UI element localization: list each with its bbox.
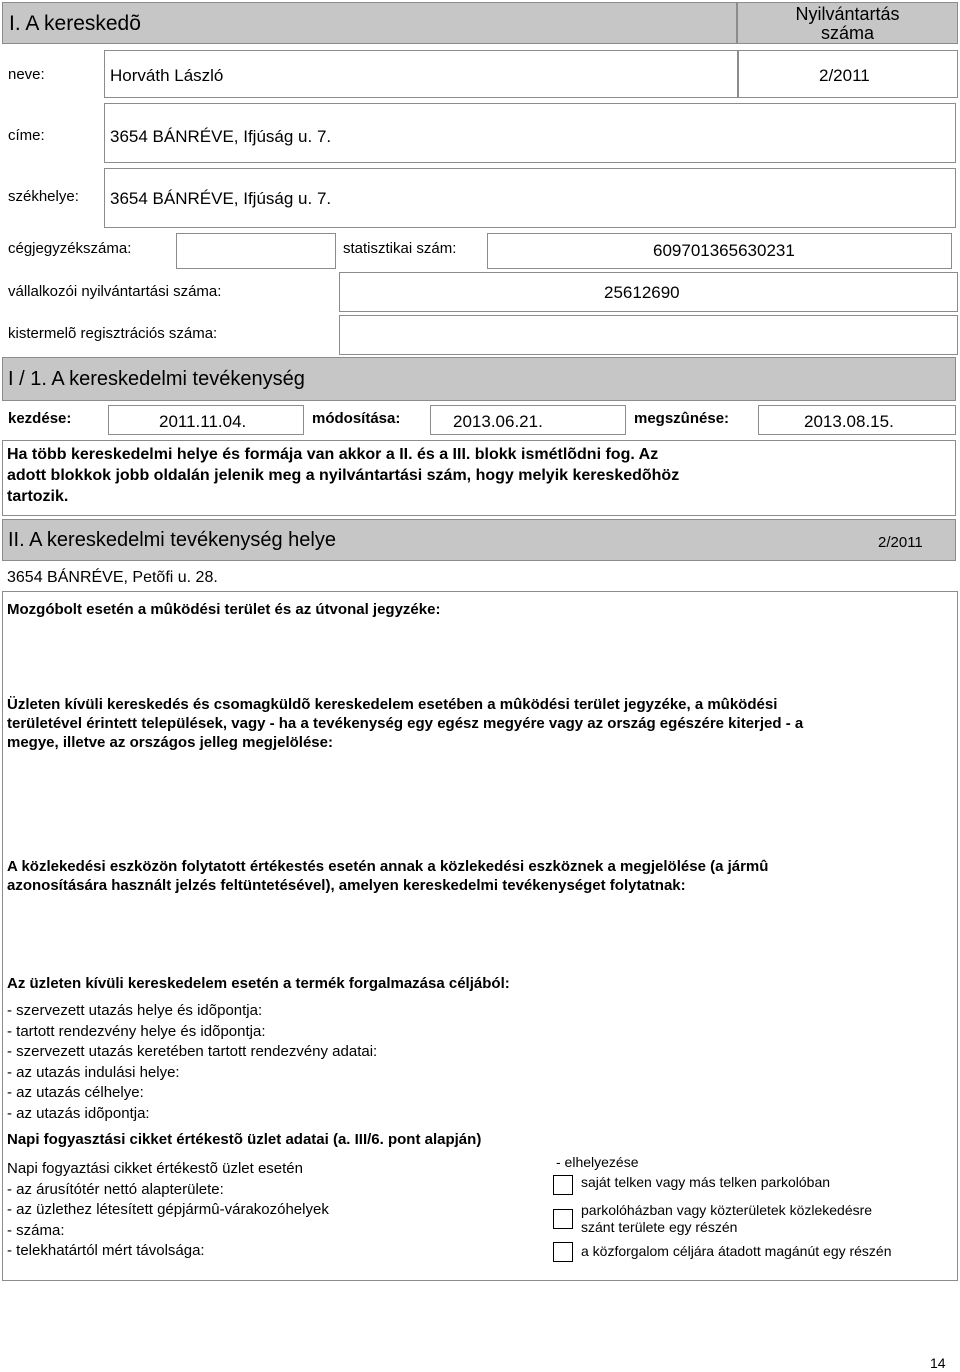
modified-field — [430, 405, 626, 435]
daily-left-item: - az árusítótér nettó alapterülete: — [7, 1180, 224, 1198]
location-address: 3654 BÁNRÉVE, Petõfi u. 28. — [7, 569, 218, 586]
seat-field — [104, 168, 956, 228]
smallholder-label: kistermelõ regisztrációs száma: — [8, 325, 218, 342]
modified-label: módosítása: — [312, 410, 401, 427]
promo-heading: Az üzleten kívüli kereskedelem esetén a termék forgalmazása céljából: — [7, 975, 510, 992]
end-field — [758, 405, 956, 435]
entrepreneur-label: vállalkozói nyilvántartási száma: — [8, 283, 222, 300]
placement-label: - elhelyezése — [556, 1154, 639, 1170]
daily-heading: Napi fogyasztási cikket értékestõ üzlet adatai (a. III/6. pont alapján) — [7, 1131, 482, 1148]
smallholder-field — [339, 315, 958, 355]
stat-value: 609701365630231 — [653, 241, 795, 260]
notice-box — [2, 440, 956, 516]
placement-checkbox-garage[interactable] — [553, 1209, 573, 1229]
promo-item: - az utazás indulási helye: — [7, 1063, 180, 1081]
section-title: I. A kereskedõ — [9, 12, 141, 35]
stat-label: statisztikai szám: — [343, 240, 457, 257]
daily-left-item: - telekhatártól mért távolsága: — [7, 1242, 205, 1260]
start-value: 2011.11.04. — [159, 412, 247, 431]
promo-item: - szervezett utazás keretében tartott rendezvény adatai: — [7, 1043, 378, 1061]
entrepreneur-value: 25612690 — [604, 283, 680, 302]
mobile-heading: Mozgóbolt esetén a mûködési terület és az útvonal jegyzéke: — [7, 601, 441, 618]
entrepreneur-field — [339, 272, 958, 312]
location-header — [2, 519, 956, 561]
daily-left-item: - száma: — [7, 1221, 65, 1239]
location-registry-number: 2/2011 — [878, 534, 923, 551]
company-reg-label: cégjegyzékszáma: — [8, 240, 132, 257]
section-header-merchant — [2, 2, 737, 44]
daily-left-item: - az üzlethez létesített gépjármû-várakozóhelyek — [7, 1201, 329, 1219]
end-value: 2013.08.15. — [804, 412, 894, 431]
placement-option-garage-line1: parkolóházban vagy közterületek közlekedésre — [581, 1202, 873, 1218]
outside-line-3: megye, illetve az országos jelleg megjelölése: — [7, 734, 333, 751]
outside-line-1: Üzleten kívüli kereskedés és csomagküldõ kereskedelem esetében a mûködési terület jegyzéke, a mûködési — [7, 696, 778, 713]
promo-item: - az utazás idõpontja: — [7, 1104, 150, 1122]
registry-header-line2: száma — [820, 23, 874, 43]
daily-left-item: Napi fogyaztási cikket értékestõ üzlet esetén — [7, 1160, 303, 1177]
address-field — [104, 103, 956, 163]
notice-line-2: adott blokkok jobb oldalán jelenik meg a nyilvántartási szám, hogy melyik kereskedõhöz — [7, 467, 680, 484]
vehicle-line-1: A közlekedési eszközön folytatott értékestés esetén annak a közlekedési eszköznek a megjelölése (a jármû — [7, 858, 769, 875]
activity-title: I / 1. A kereskedelmi tevékenység — [8, 368, 305, 390]
stat-field — [487, 233, 952, 269]
promo-item: - szervezett utazás helye és idõpontja: — [7, 1002, 263, 1019]
notice-line-3: tartozik. — [7, 488, 69, 505]
name-label: neve: — [8, 66, 45, 83]
placement-option-garage-line2: szánt területe egy részén — [581, 1219, 738, 1235]
activity-header — [2, 357, 956, 401]
registry-header — [737, 2, 958, 44]
placement-checkbox-private-road[interactable] — [553, 1242, 573, 1262]
promo-item: - az utazás célhelye: — [7, 1084, 144, 1102]
location-title: II. A kereskedelmi tevékenység helye — [8, 529, 336, 551]
start-label: kezdése: — [8, 410, 72, 427]
seat-value: 3654 BÁNRÉVE, Ifjúság u. 7. — [110, 189, 332, 208]
promo-item: - tartott rendezvény helye és idõpontja: — [7, 1022, 266, 1040]
outside-line-2: területével érintett települések, vagy - ha a tevékenység egy egész megyére vagy az ország egészére kiterjed - a — [7, 715, 804, 732]
company-reg-field — [176, 233, 336, 269]
page-number: 14 — [930, 1355, 946, 1371]
seat-label: székhelye: — [8, 188, 79, 205]
vehicle-line-2: azonosítására használt jelzés feltüntetésével), amelyen kereskedelmi tevékenységet folytatnak: — [7, 877, 686, 894]
notice-line-1: Ha több kereskedelmi helye és formája van akkor a II. és a III. blokk ismétlõdni fog. Az — [7, 446, 659, 463]
placement-option-private-road: a közforgalom céljára átadott magánút egy részén — [581, 1243, 892, 1259]
address-label: címe: — [8, 127, 45, 144]
placement-option-garage — [581, 1202, 872, 1236]
registry-number-value: 2/2011 — [819, 66, 870, 85]
registry-header-line1: Nyilvántartás — [795, 4, 900, 24]
placement-option-own-lot: saját telken vagy más telken parkolóban — [581, 1174, 831, 1190]
placement-checkbox-own-lot[interactable] — [553, 1175, 573, 1195]
end-label: megszûnése: — [634, 410, 730, 427]
name-value: Horváth László — [110, 66, 224, 85]
registry-number-field — [738, 50, 958, 98]
promo-list — [7, 1001, 377, 1125]
start-field — [108, 405, 304, 435]
name-field — [104, 50, 738, 98]
address-value: 3654 BÁNRÉVE, Ifjúság u. 7. — [110, 127, 332, 146]
daily-left-list — [7, 1159, 329, 1262]
modified-value: 2013.06.21. — [453, 412, 543, 431]
